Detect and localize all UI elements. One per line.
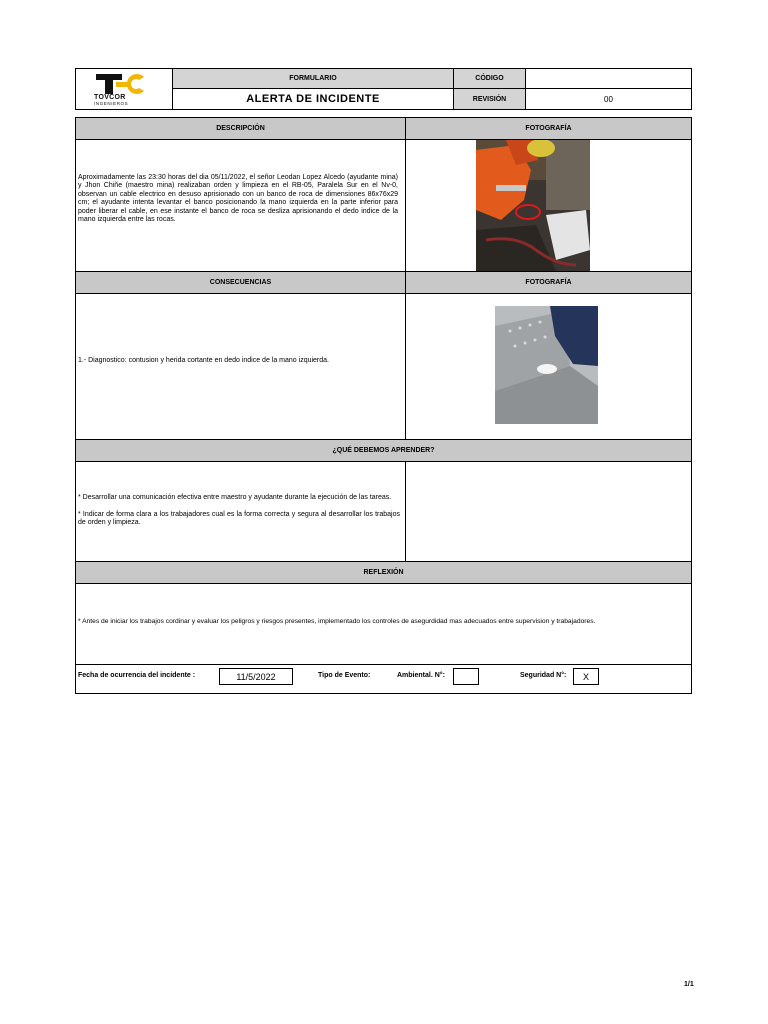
- seguridad-label: Seguridad N°:: [520, 672, 567, 679]
- reflexion-text: * Antes de iniciar los trabajos cordinar y evaluar los peligros y riesgos presentes, implementado los controles de asegurdidad mas adecuados entre supervision y trabajadores.: [78, 618, 596, 625]
- section-header-reflexion: REFLEXIÓN: [76, 562, 691, 584]
- incident-photo-1: [476, 140, 590, 271]
- revision-label: REVISIÓN: [454, 89, 526, 109]
- code-value: [526, 69, 691, 89]
- aprender-text-2: * Indicar de forma clara a los trabajadores cual es la forma correcta y segura al desarrollar los trabajos de orden y limpieza.: [78, 511, 400, 527]
- revision-value: 00: [604, 94, 613, 104]
- fecha-label: Fecha de ocurrencia del incidente :: [78, 672, 196, 679]
- section-header-consecuencias: CONSECUENCIAS: [76, 272, 406, 294]
- form-header: [75, 68, 692, 110]
- form-body: [75, 117, 692, 694]
- aprender-text-1: * Desarrollar una comunicación efectiva entre maestro y ayudante durante la ejecución de las tareas.: [78, 494, 392, 501]
- incident-photo-2: [495, 306, 598, 424]
- form-label: FORMULARIO: [173, 69, 454, 89]
- consecuencias-text: 1.- Diagnostico: contusion y herida cortante en dedo indice de la mano izquierda.: [78, 357, 329, 364]
- page-title: ALERTA DE INCIDENTE: [173, 89, 454, 109]
- code-label: CÓDIGO: [454, 69, 526, 89]
- company-logo: [76, 69, 173, 109]
- descripcion-text: Aproximadamente las 23:30 horas del dia 05/11/2022, el señor Leodan Lopez Alcedo (ayudante mina) y Jhon Chiñe (maestro mina) realizaban orden y limpieza en el RB-05, Paralela Sur en el Nv-0, observan un cable electrico en desuso aprisionado con un banco de roca de dimensiones 86x76x29 cm; el ayudante intenta levantar el banco posicionando la mano izquierda en la parte inferior para poder liberar el cable, en ese instante el banco de roca se desliza aprisionando el dedo indice de la mano izquierda entre las rocas.: [78, 174, 398, 224]
- logo-company-name: TOVCOR: [94, 94, 126, 101]
- section-header-descripcion: DESCRIPCIÓN: [76, 118, 406, 140]
- fecha-value: 11/5/2022: [219, 668, 293, 685]
- section-header-fotografia-1: FOTOGRAFÍA: [406, 118, 691, 140]
- logo-company-sub: INGENIEROS: [94, 101, 129, 106]
- ambiental-value: [453, 668, 479, 685]
- section-header-fotografia-2: FOTOGRAFÍA: [406, 272, 691, 294]
- seguridad-value: X: [573, 668, 599, 685]
- ambiental-label: Ambiental. N°:: [397, 672, 445, 679]
- tipo-evento-label: Tipo de Evento:: [318, 672, 371, 679]
- section-header-aprender: ¿QUÉ DEBEMOS APRENDER?: [76, 440, 691, 462]
- page-number: 1/1: [684, 981, 694, 988]
